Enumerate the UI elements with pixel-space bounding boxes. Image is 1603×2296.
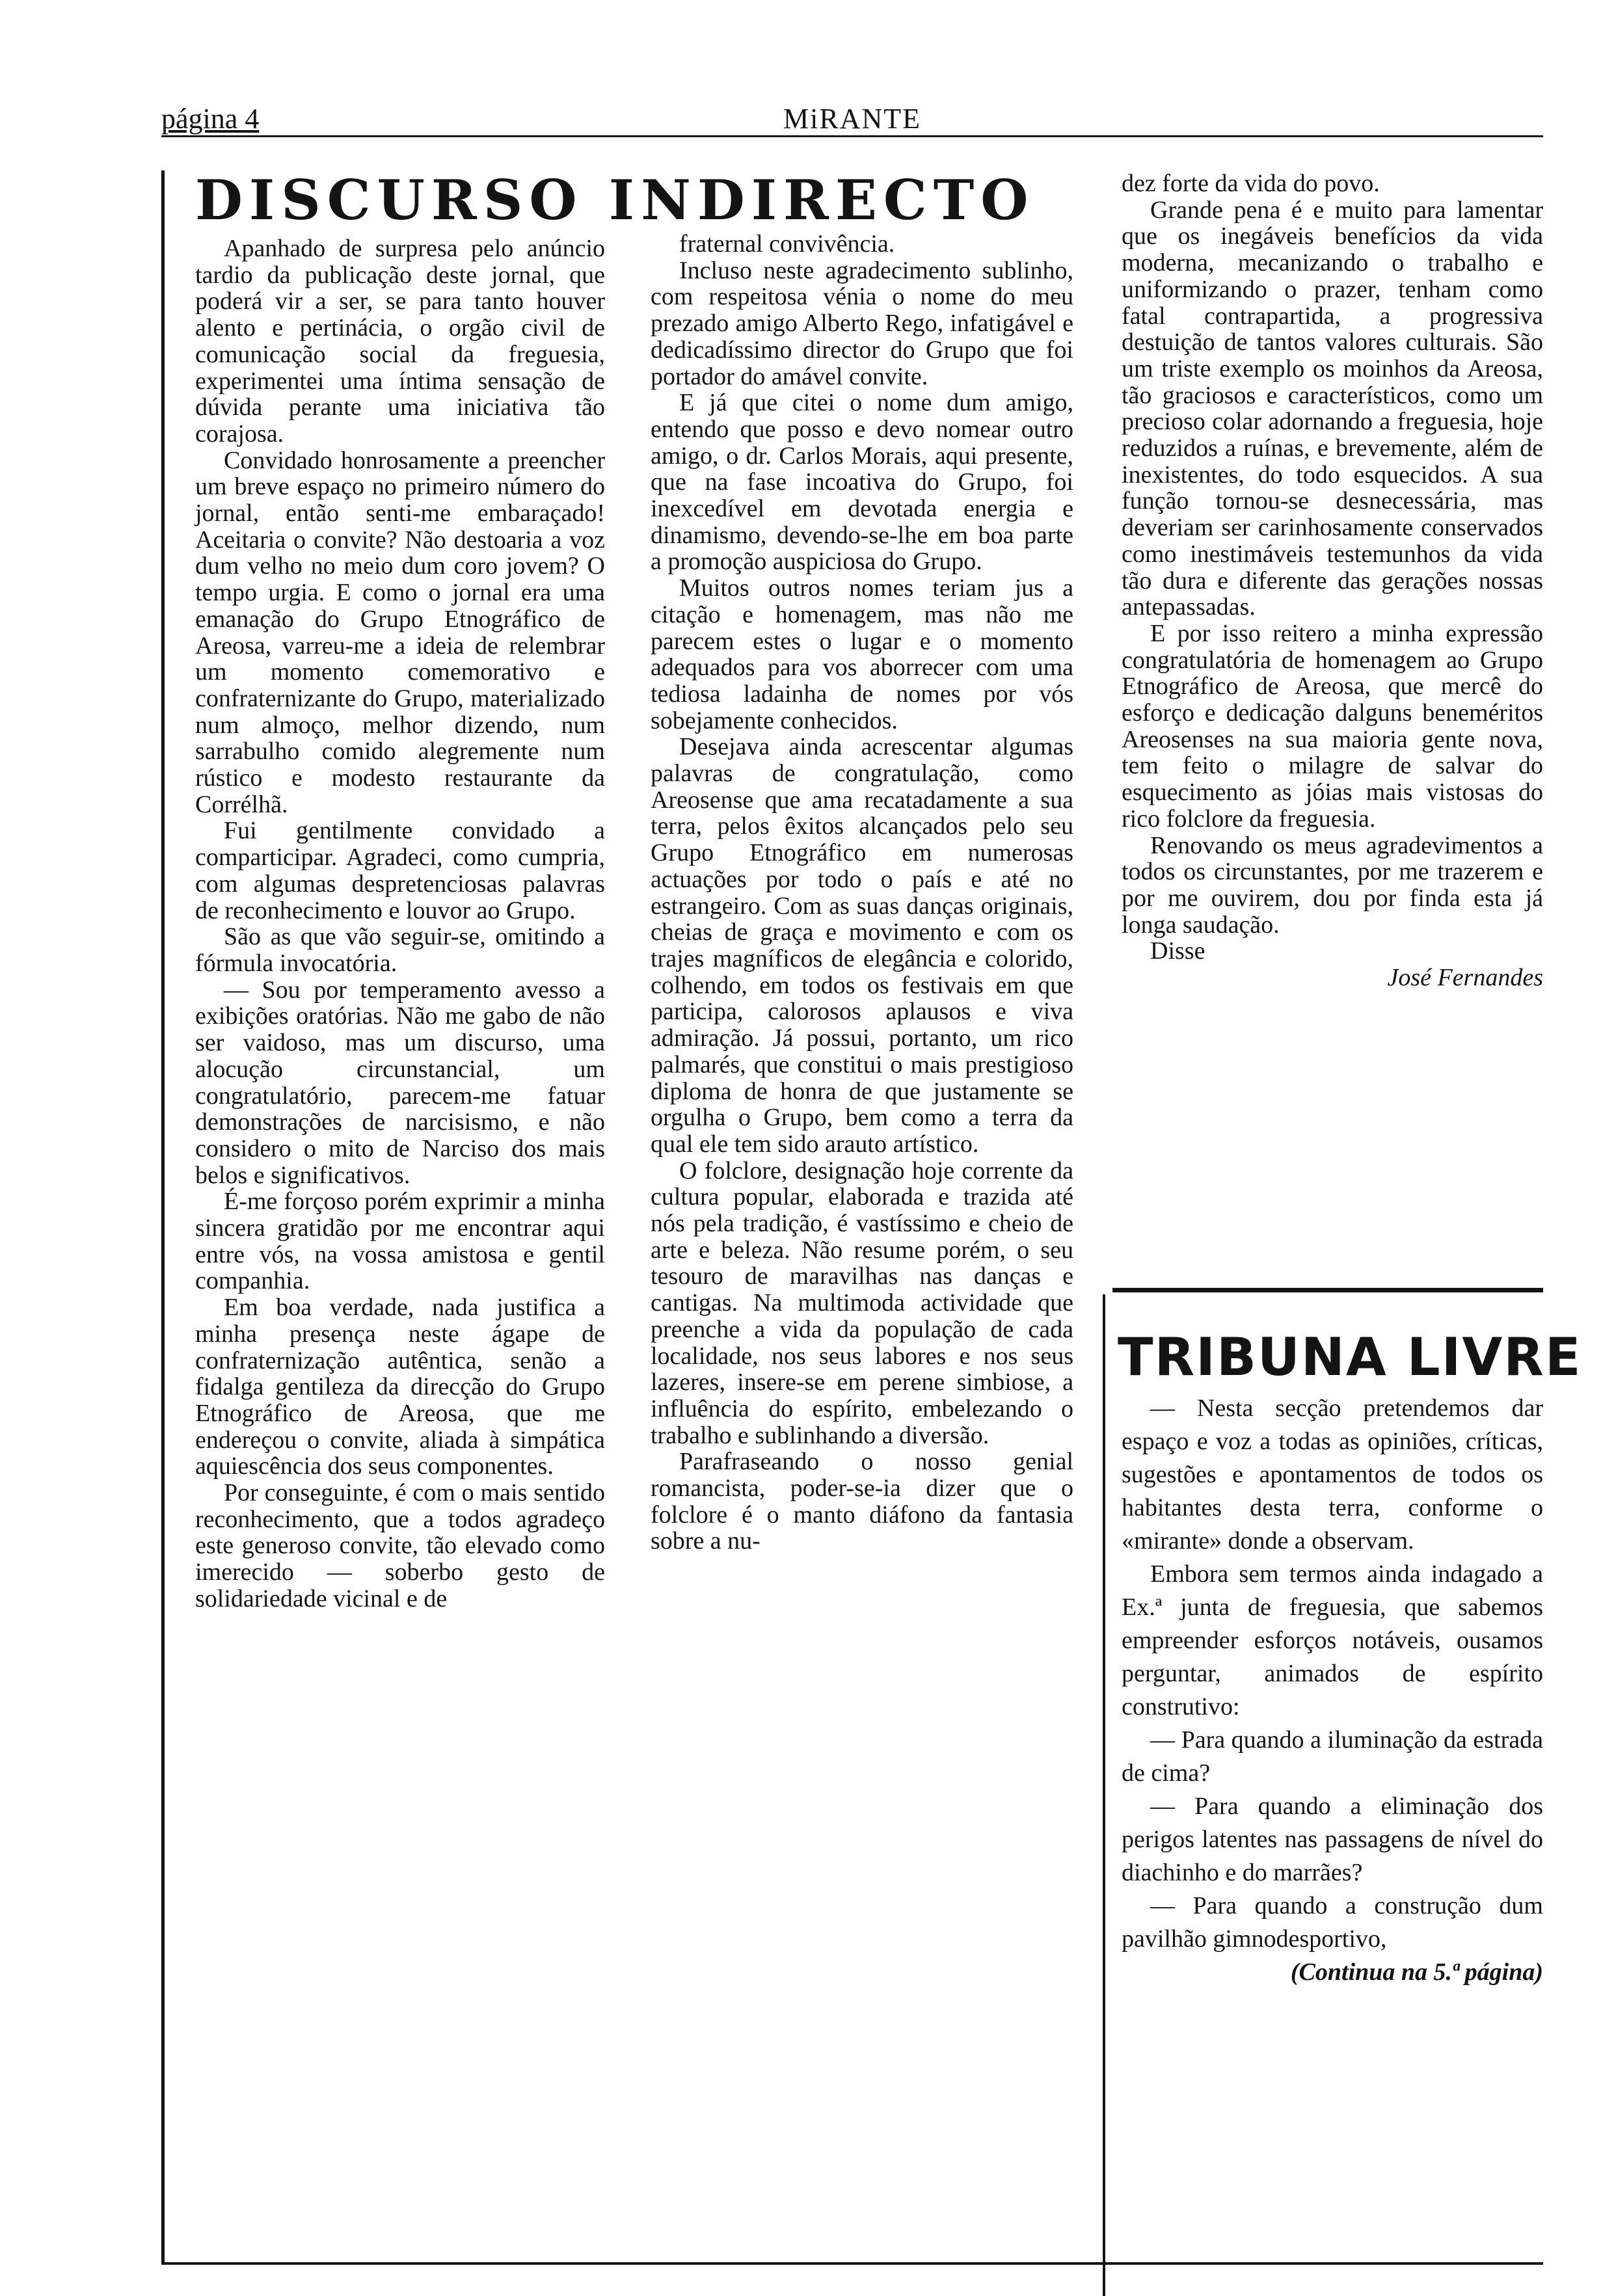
author-signature: José Fernandes [1387,964,1543,992]
paragraph: É-me forçoso porém exprimir a minha sincera gratidão por me encontrar aqui entre vós, na vossa amistosa e gentil companhia. [195,1188,605,1295]
paragraph: Fui gentilmente convidado a comparticipar. Agradeci, como cumpria, com algumas despretenciosas palavras de reconhecimento e louvor ao Grupo. [195,817,605,924]
header-rule [161,135,1543,137]
bottom-border-rule [161,2262,1543,2265]
article-headline: DISCURSO INDIRECTO [195,168,1035,232]
article-column-2 [651,231,1073,1555]
paragraph: Por conseguinte, é com o mais sentido reconhecimento, que a todos agradeço este generoso convite, tão elevado como imerecido — soberbo gesto de solidariedade vicinal e de [195,1479,605,1612]
paragraph: — Para quando a iluminação da estrada de cima? [1122,1726,1543,1787]
paragraph: dez forte da vida do povo. [1122,170,1380,197]
paragraph: E por isso reitero a minha expressão congratulatória de homenagem ao Grupo Etnográfico de Areosa, que mercê do esforço e dedicação dalguns beneméritos Areosenses na sua maioria gente nova, tem feito o milagre de salvar do esquecimento as jóias mais vistosas do rico folclore da freguesia. [1122,619,1543,833]
continued-note: (Continua na 5.ª página) [1290,1958,1543,1986]
paragraph: Apanhado de surpresa pelo anúncio tardio da publicação deste jornal, que poderá vir a ser, se para tanto houver alento e pertinácia, o orgão civil de comunicação social da freguesia, experimentei uma íntima sensação de dúvida perante uma iniciativa tão corajosa. [195,235,605,447]
paragraph: — Nesta secção pretendemos dar espaço e voz a todas as opiniões, críticas, sugestões e apontamentos de todos os habitantes desta terra, conforme o «mirante» donde a observam. [1122,1395,1543,1555]
paragraph: Embora sem termos ainda indagado a Ex.ª junta de freguesia, que sabemos empreender esforços notáveis, ousamos perguntar, animados de espírito construtivo: [1122,1560,1543,1720]
paragraph: Grande pena é e muito para lamentar que os inegáveis benefícios da vida moderna, mecanizando o trabalho e uniformizando o prazer, tenham como fatal contrapartida, a progressiva destuição de tantos valores culturais. São um triste exemplo os moinhos da Areosa, tão graciosos e característicos, como um precioso colar adornando a freguesia, hoje reduzidos a ruínas, e brevemente, além de inexistentes, do todo esquecidos. A sua função tornou-se desnecessária, mas deveriam ser carinhosamente conservados como inestimáveis testemunhos da vida tão dura e diferente das gerações nossas antepassadas. [1122,196,1543,621]
newspaper-title: MiRANTE [783,103,921,135]
tribuna-left-rule [1103,1294,1105,2296]
tribuna-column [1122,1392,1543,1989]
paragraph: Incluso neste agradecimento sublinho, com respeitosa vénia o nome do meu prezado amigo Alberto Rego, infatigável e dedicadíssimo director do Grupo que foi portador do amável convite. [651,256,1073,390]
paragraph: Renovando os meus agradevimentos a todos os circunstantes, por me trazerem e por me ouvirem, dou por finda esta já longa saudação. [1122,831,1543,939]
paragraph: Convidado honrosamente a preencher um breve espaço no primeiro número do jornal, então senti-me embaraçado! Aceitaria o convite? Não destoaria a voz dum velho no meio dum coro jovem? O tempo urgia. E como o jornal era uma emanação do Grupo Etnográfico de Areosa, varreu-me a ideia de relembrar um momento comemorativo e confraternizante do Grupo, materializado num almoço, melhor dizendo, num sarrabulho comido alegremente num rústico e modesto restaurante da Corrélhã. [195,446,605,818]
paragraph: E já que citei o nome dum amigo, entendo que posso e devo nomear outro amigo, o dr. Carlos Morais, aqui presente, que na fase incoativa do Grupo, foi inexcedível em devotada energia e dinamismo, devendo-se-lhe em boa parte a promoção auspiciosa do Grupo. [651,389,1073,576]
article-column-3 [1122,170,1543,991]
paragraph: O folclore, designação hoje corrente da cultura popular, elaborada e trazida até nós pela tradição, é vastíssimo e cheio de arte e beleza. Não resume porém, o seu tesouro de maravilhas nas danças e cantigas. Na multimoda actividade que preenche a vida da população de cada localidade, nos seus labores e nos seus lazeres, insere-se em perene simbiose, a influência do espírito, embelezando o trabalho e sublinhando a diversão. [651,1156,1073,1449]
article-column-1 [195,235,605,1612]
tribuna-top-rule [1112,1288,1543,1292]
left-border-rule [161,170,165,2265]
paragraph: — Para quando a eliminação dos perigos latentes nas passagens de nível do diachinho e do marrães? [1122,1793,1543,1886]
page-number: página 4 [161,103,260,135]
paragraph: Em boa verdade, nada justifica a minha presença neste ágape de confraternização autêntica, senão a fidalga gentileza da direcção do Grupo Etnográfico de Areosa, que me endereçou o convite, aliada à simpática aquiescência dos seus componentes. [195,1294,605,1480]
paragraph: Parafraseando o nosso genial romancista, poder-se-ia dizer que o folclore é o manto diáfono da fantasia sobre a nu- [651,1448,1073,1555]
paragraph: — Para quando a construção dum pavilhão gimnodesportivo, [1122,1892,1543,1953]
paragraph: fraternal convivência. [679,230,895,258]
paragraph: Desejava ainda acrescentar algumas palavras de congratulação, como Areosense que ama recatadamente a sua terra, pelos êxitos alcançados pelo seu Grupo Etnográfico em numerosas actuações por todo o país e até no estrangeiro. Com as suas danças originais, cheias de graça e movimento e com os trajes magníficos de elegância e colorido, colhendo, em todos os festivais em que participa, calorosos aplausos e viva admiração. Já possui, portanto, um rico palmarés, que constitui o mais prestigioso diploma de honra de que justamente se orgulha o Grupo, bem como a terra da qual ele tem sido arauto artístico. [651,733,1073,1158]
tribuna-headline: TRIBUNA LIVRE [1118,1327,1582,1387]
paragraph: Muitos outros nomes teriam jus a citação e homenagem, mas não me parecem estes o lugar e o momento adequados para vos aborrecer com uma tediosa ladainha de nomes por vós sobejamente conhecidos. [651,574,1073,734]
paragraph: São as que vão seguir-se, omitindo a fórmula invocatória. [195,923,605,977]
paragraph: — Sou por temperamento avesso a exibições oratórias. Não me gabo de não ser vaidoso, mas um discurso, uma alocução circunstancial, um congratulatório, parecem-me fatuar demonstrações de narcisismo, e não considero o mito de Narciso dos mais belos e significativos. [195,976,605,1189]
closing-word: Disse [1150,937,1206,965]
page-header [161,99,1543,138]
